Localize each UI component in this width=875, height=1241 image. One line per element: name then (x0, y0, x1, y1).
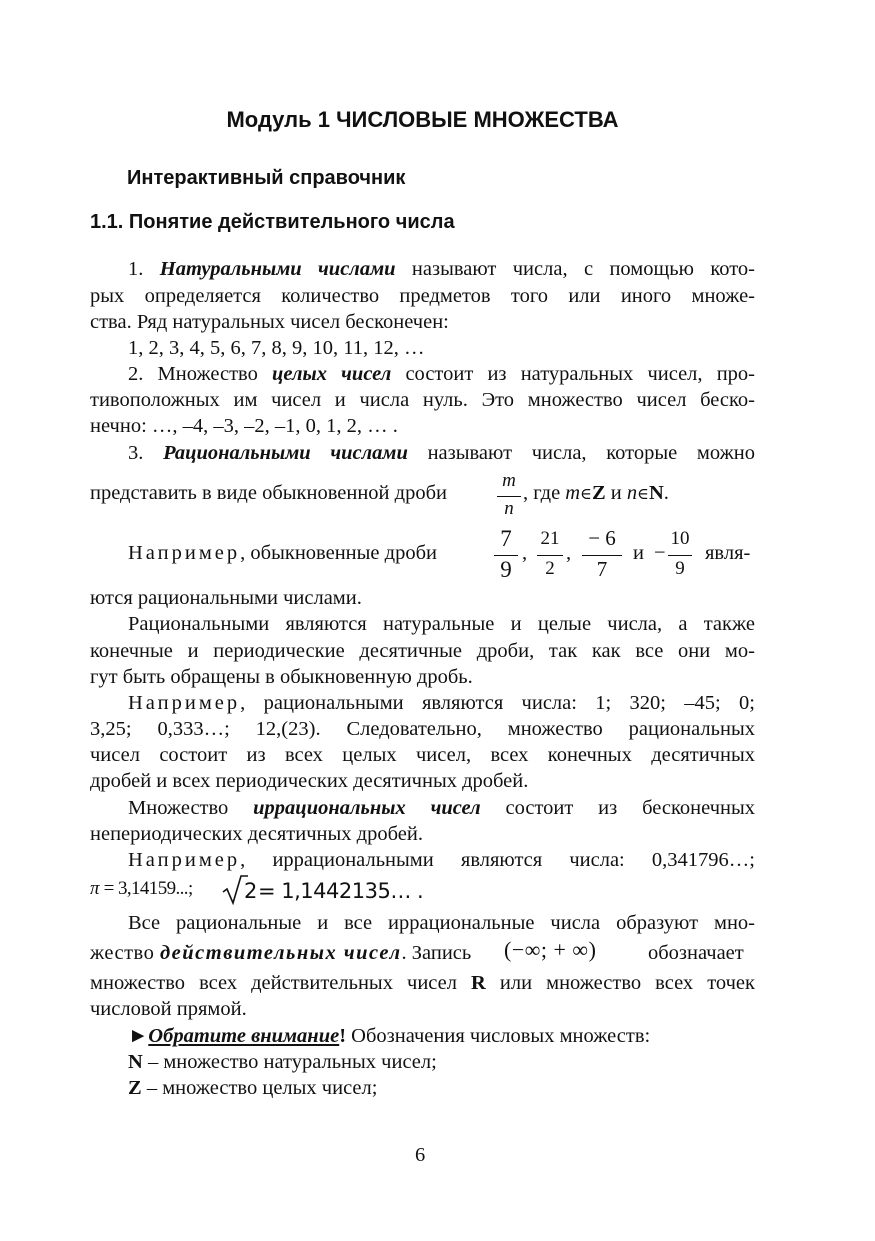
term-rational: Рациональными числами (163, 442, 408, 464)
p3-line2-b: , где m∈Z и n∈N. (523, 482, 669, 504)
pi-symbol: π (90, 878, 100, 899)
fraction-7-9: 7 9 (494, 526, 518, 586)
term-integer: целых чисел (272, 363, 392, 385)
p5-line1: Множество иррациональных чисел состоит из бесконечных (128, 797, 755, 819)
example2-line2: 3,25; 0,333…; 12,(23). Следовательно, множество рациональных (90, 718, 755, 740)
natural-sequence: 1, 2, 3, 4, 5, 6, 7, 8, 9, 10, 11, 12, … (128, 337, 425, 359)
section-heading (90, 211, 455, 234)
example1-line2: ются рациональными числами. (90, 587, 362, 609)
example1-line1: Например, обыкновенные дроби (128, 542, 437, 564)
p3-line2-a: представить в виде обыкновенной дроби (90, 482, 447, 504)
arrow-icon: ► (128, 1025, 149, 1047)
p4-line3: гут быть обращены в обыкновенную дробь. (90, 666, 473, 688)
module-number: 1 (317, 107, 330, 132)
example3-line2: π = 3,14159...; (90, 878, 193, 899)
p3-line1: 3. Рациональными числами называют числа, которые можно (128, 442, 756, 464)
p2-line2: тивоположных им чисел и числа нуль. Это множество чисел беско- (90, 389, 755, 411)
fraction-m-n: m n (497, 470, 521, 522)
subtitle: Интерактивный справочник (127, 167, 406, 189)
module-heading (0, 107, 845, 133)
interval-notation: (−∞; + ∞) (504, 937, 597, 962)
p2-line3: нечно: …, –4, –3, –2, –1, 0, 1, 2, … . (90, 415, 398, 437)
p2-line1: 2. Множество целых чисел состоит из натуральных чисел, про- (128, 363, 755, 385)
p4-line1: Рациональными являются натуральные и целые числа, а также (128, 613, 755, 635)
p1-line1: 1. Натуральными числами называют числа, с помощью кото- (128, 258, 756, 280)
document-page: Модуль 1 ЧИСЛОВЫЕ МНОЖЕСТВА Интерактивный справочник 1.1. Понятие действительного числа 1. Натуральными числами называют числа, с помощью кото- рых определяется количество предметов того или иного множе- ства. Ряд натуральных чисел бесконечен: 1, 2, 3, 4, 5, 6, 7, 8, 9, 10, 11, 12, … 2. Множество целых чисел состоит из натуральных чисел, про- тивоположных им чисел и числа нуль. Это множество чисел беско- нечно: …, –4, –3, –2, –1, 0, 1, 2, … . 3. Рациональными числами называют числа, которые можно представить в виде обыкновенной дроби m n , где m∈Z и n∈N. Например, обыкновенные дроби 7 9 , 21 2 , − 6 7 и − 10 9 явля- ются рациональными числами. Рациональными являются натуральные и целые числа, а также конечные и периодические десятичные дроби, так как все они мо- гут быть обращены в обыкновенную дробь. Например, рациональными являются числа: 1; 320; –45; 0; 3,25; 0,333…; 12,(23). Следовательно, множество рациональных чисел состоит из всех целых чисел, всех конечных десятичных дробей и всех периодических десятичных дробей. Множество иррациональных чисел состоит из бесконечных непериодических десятичных дробей. Например, иррациональными являются числа: 0,341796…; π = 3,14159...; 2 = 1,1442135… . Все рациональные и все иррациональные числа образуют мно- жество действительных чисел. Запись (−∞; + ∞) обозначает множество всех действительных чисел R или множество всех точек числовой прямой. ►Обратите внимание! Обозначения числовых множеств: N – множество натуральных чисел; Z – множество целых чисел; 6 (0, 0, 875, 1241)
term-natural: Натуральными числами (159, 258, 396, 280)
set-N-definition: N – множество натуральных чисел; (128, 1051, 437, 1073)
section-number: 1.1. (90, 211, 124, 233)
attention-label: Обратите внимание (148, 1025, 340, 1047)
fraction-10-9: 10 9 (668, 528, 692, 584)
example2-line4: дробей и всех периодических десятичных дробей. (90, 770, 529, 792)
example2-line3: чисел состоит из всех целых чисел, всех конечных десятичных (90, 744, 755, 766)
p1-line2: рых определяется количество предметов того или иного множе- (90, 285, 755, 307)
fraction-21-2: 21 2 (537, 528, 563, 584)
example-label: Например (128, 542, 241, 564)
section-title: Понятие действительного числа (123, 211, 455, 233)
p1-line3: ства. Ряд натуральных чисел бесконечен: (90, 311, 449, 333)
p6-line4: числовой прямой. (90, 998, 247, 1020)
module-title: ЧИСЛОВЫЕ МНОЖЕСТВА (329, 107, 619, 132)
term-real: действительных чисел (159, 942, 402, 964)
p5-line2: непериодических десятичных дробей. (90, 823, 423, 845)
attention-note: ►Обратите внимание! Обозначения числовых множеств: (128, 1025, 651, 1047)
p6-line2-c: обозначает (648, 942, 744, 964)
p6-line3: множество всех действительных чисел R или множество всех точек (90, 972, 755, 994)
fraction-minus6-7: − 6 7 (582, 526, 622, 586)
set-Z-definition: Z – множество целых чисел; (128, 1077, 378, 1099)
page-number: 6 (415, 1144, 426, 1166)
p6-line2-a: жество действительных чисел. Запись (90, 942, 472, 964)
example2-line1: Например, рациональными являются числа: 1; 320; –45; 0; (128, 692, 755, 714)
p4-line2: конечные и периодические десятичные дроби, так как все они мо- (90, 640, 755, 662)
module-prefix: Модуль (226, 107, 318, 132)
p6-line1: Все рациональные и все иррациональные числа образуют мно- (128, 912, 755, 934)
term-irrational: иррациональных чисел (253, 797, 481, 819)
example3-line1: Например, иррациональными являются числа: 0,341796…; (128, 849, 755, 871)
